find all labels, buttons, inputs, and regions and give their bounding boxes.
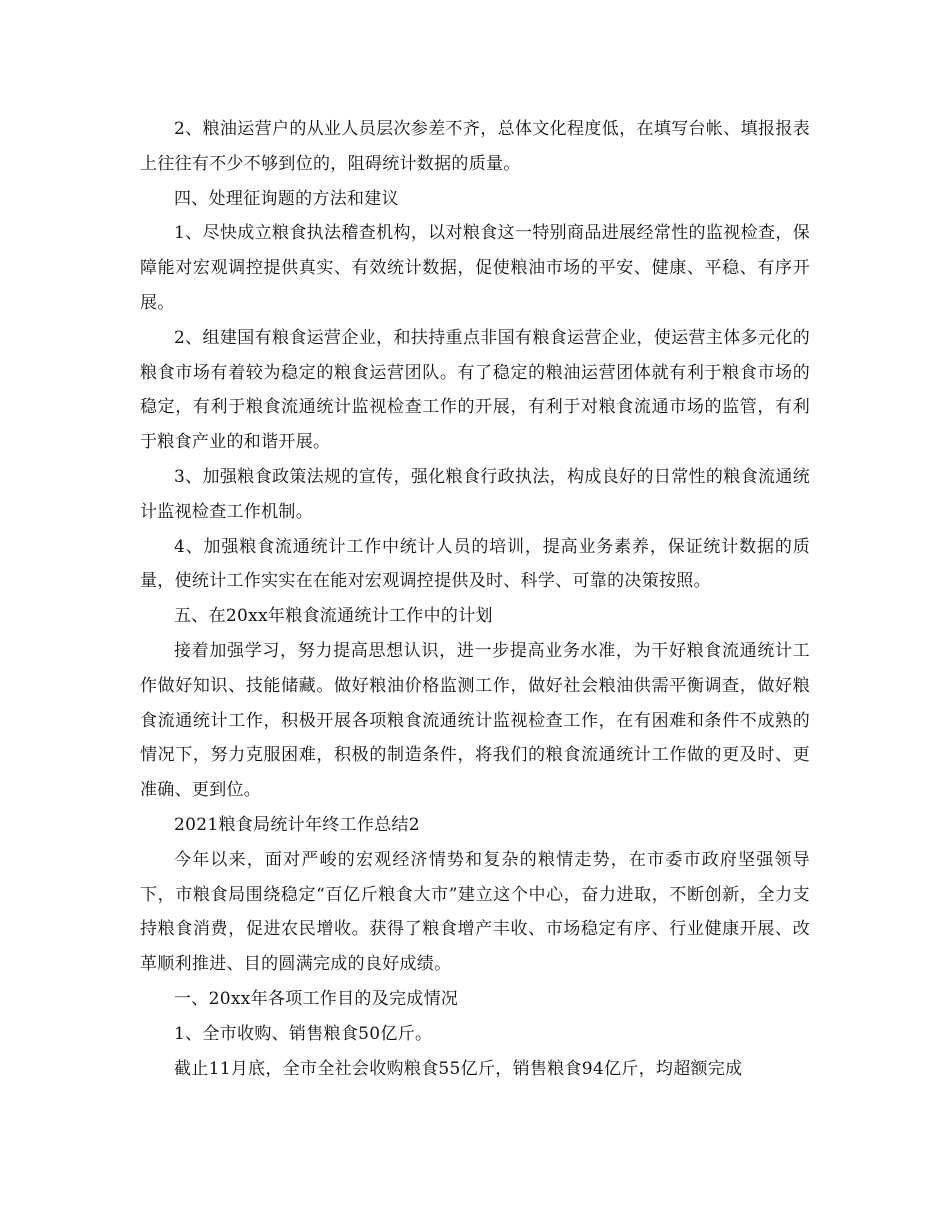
paragraph: 截止11月底，全市全社会收购粮食55亿斤，销售粮食94亿斤，均超额完成 [174,1058,743,1079]
document-title: 2021粮食局统计年终工作总结2 [174,814,420,835]
section-heading: 一、20xx年各项工作目的及完成情况 [174,988,459,1009]
paragraph: 接着加强学习，努力提高思想认识，进一步提高业务水准，为干好粮食流通统计工作做好知识、技能储藏。做好粮油价格监测工作，做好社会粮油供需平衡调查，做好粮食流通统计工作，积极开展各项粮食流通统计监视检查工作，在有困难和条件不成熟的情况下，努力克服困难，积极的制造条件，将我们的粮食流通统计工作做的更及时、更准确、更到位。 [140,640,810,801]
paragraph: 3、加强粮食政策法规的宣传，强化粮食行政执法，构成良好的日常性的粮食流通统计监视检查工作机制。 [140,466,810,522]
paragraph: 2、粮油运营户的从业人员层次参差不齐，总体文化程度低，在填写台帐、填报报表上往往有不少不够到位的，阻碍统计数据的质量。 [140,119,810,174]
section-heading: 四、处理征询题的方法和建议 [174,188,399,209]
section-heading: 五、在20xx年粮食流通统计工作中的计划 [174,606,493,627]
paragraph: 1、全市收购、销售粮食50亿斤。 [174,1023,433,1044]
paragraph: 4、加强粮食流通统计工作中统计人员的培训，提高业务素养，保证统计数据的质量，使统计工作实实在在能对宏观调控提供及时、科学、可靠的决策按照。 [140,536,810,592]
paragraph: 1、尽快成立粮食执法稽查机构，以对粮食这一特别商品进展经常性的监视检查，保障能对宏观调控提供真实、有效统计数据，促使粮油市场的平安、健康、平稳、有序开展。 [140,223,810,313]
paragraph: 今年以来，面对严峻的宏观经济情势和复杂的粮情走势，在市委市政府坚强领导下，市粮食局围绕稳定“百亿斤粮食大市”建立这个中心，奋力进取，不断创新，全力支持粮食消费，促进农民增收。获得了粮食增产丰收、市场稳定有序、行业健康开展、改革顺利推进、目的圆满完成的良好成绩。 [140,849,810,975]
paragraph: 2、组建国有粮食运营企业，和扶持重点非国有粮食运营企业，使运营主体多元化的粮食市场有着较为稳定的粮食运营团队。有了稳定的粮油运营团体就有利于粮食市场的稳定，有利于粮食流通统计监视检查工作的开展，有利于对粮食流通市场的监管，有利于粮食产业的和谐开展。 [140,327,810,453]
